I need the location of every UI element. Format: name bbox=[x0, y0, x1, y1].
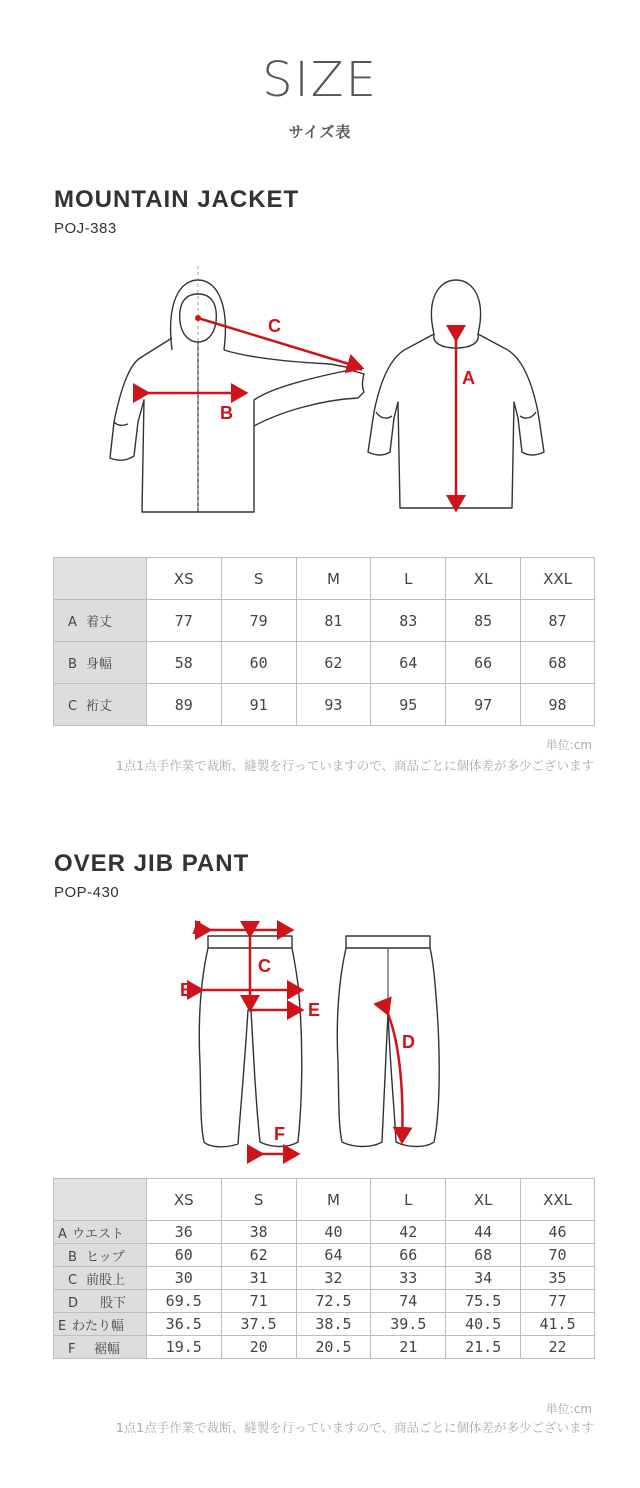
row-label: C 前股上 bbox=[54, 1267, 147, 1290]
table-cell: 44 bbox=[446, 1221, 521, 1244]
table-row bbox=[54, 1267, 595, 1290]
table-cell: 20 bbox=[221, 1336, 296, 1359]
row-label: A ウエスト bbox=[54, 1221, 147, 1244]
table-cell: 21 bbox=[371, 1336, 446, 1359]
table-cell: 68 bbox=[446, 1244, 521, 1267]
pant-title: OVER JIB PANT bbox=[54, 850, 250, 877]
size-header: XXL bbox=[521, 1179, 595, 1221]
table-cell: 93 bbox=[296, 684, 371, 726]
jacket-code: POJ-383 bbox=[54, 220, 117, 237]
table-cell: 20.5 bbox=[296, 1336, 371, 1359]
table-header-row bbox=[54, 558, 595, 600]
table-cell: 22 bbox=[521, 1336, 595, 1359]
table-cell: 38.5 bbox=[296, 1313, 371, 1336]
pant-code: POP-430 bbox=[54, 884, 120, 901]
size-header: M bbox=[296, 1179, 371, 1221]
table-cell: 64 bbox=[296, 1244, 371, 1267]
pant-disclaimer: 1点1点手作業で裁断、縫製を行っていますので、商品ごとに個体差が多少ございます bbox=[115, 1420, 594, 1435]
table-cell: 58 bbox=[146, 642, 221, 684]
jacket-unit-note: 単位:cm bbox=[545, 738, 592, 752]
size-header: L bbox=[371, 558, 446, 600]
table-cell: 89 bbox=[146, 684, 221, 726]
table-cell: 91 bbox=[221, 684, 296, 726]
row-label: A 着丈 bbox=[54, 600, 147, 642]
table-cell: 36 bbox=[146, 1221, 221, 1244]
table-cell: 72.5 bbox=[296, 1290, 371, 1313]
row-label: C 裄丈 bbox=[54, 684, 147, 726]
table-cell: 21.5 bbox=[446, 1336, 521, 1359]
pant-label-e: E bbox=[308, 1000, 321, 1020]
table-cell: 85 bbox=[446, 600, 521, 642]
table-row bbox=[54, 642, 595, 684]
table-cell: 97 bbox=[446, 684, 521, 726]
row-label: E わたり幅 bbox=[54, 1313, 147, 1336]
size-header: S bbox=[221, 1179, 296, 1221]
table-cell: 62 bbox=[296, 642, 371, 684]
table-cell: 37.5 bbox=[221, 1313, 296, 1336]
pant-size-table bbox=[53, 1178, 595, 1359]
table-cell: 69.5 bbox=[146, 1290, 221, 1313]
table-cell: 31 bbox=[221, 1267, 296, 1290]
jacket-title: MOUNTAIN JACKET bbox=[54, 186, 300, 213]
size-header: XL bbox=[446, 558, 521, 600]
jacket-illustration bbox=[100, 262, 560, 524]
size-header: S bbox=[221, 558, 296, 600]
pant-label-d: D bbox=[402, 1032, 415, 1052]
table-cell: 70 bbox=[521, 1244, 595, 1267]
table-cell: 87 bbox=[521, 600, 595, 642]
table-cell: 75.5 bbox=[446, 1290, 521, 1313]
table-row bbox=[54, 1313, 595, 1336]
pant-label-c: C bbox=[258, 956, 271, 976]
table-cell: 60 bbox=[221, 642, 296, 684]
table-cell: 64 bbox=[371, 642, 446, 684]
table-cell: 35 bbox=[521, 1267, 595, 1290]
pant-label-a: A bbox=[192, 918, 205, 938]
size-header: XL bbox=[446, 1179, 521, 1221]
pant-label-f: F bbox=[274, 1124, 285, 1144]
table-cell: 33 bbox=[371, 1267, 446, 1290]
table-row bbox=[54, 1336, 595, 1359]
table-corner-cell bbox=[54, 558, 147, 600]
table-row bbox=[54, 600, 595, 642]
table-cell: 74 bbox=[371, 1290, 446, 1313]
jacket-size-table bbox=[53, 557, 595, 726]
size-header: XXL bbox=[521, 558, 595, 600]
table-cell: 38 bbox=[221, 1221, 296, 1244]
pant-unit-note: 単位:cm bbox=[545, 1402, 592, 1416]
table-cell: 71 bbox=[221, 1290, 296, 1313]
table-cell: 39.5 bbox=[371, 1313, 446, 1336]
table-cell: 32 bbox=[296, 1267, 371, 1290]
row-label: D 股下 bbox=[54, 1290, 147, 1313]
size-header: L bbox=[371, 1179, 446, 1221]
table-cell: 19.5 bbox=[146, 1336, 221, 1359]
row-label: F 裾幅 bbox=[54, 1336, 147, 1359]
page-subtitle: サイズ表 bbox=[288, 123, 352, 141]
table-cell: 34 bbox=[446, 1267, 521, 1290]
table-cell: 77 bbox=[521, 1290, 595, 1313]
row-label: B 身幅 bbox=[54, 642, 147, 684]
table-cell: 79 bbox=[221, 600, 296, 642]
jacket-label-b: B bbox=[220, 403, 233, 423]
pant-label-b: B bbox=[180, 980, 193, 1000]
table-cell: 30 bbox=[146, 1267, 221, 1290]
table-cell: 41.5 bbox=[521, 1313, 595, 1336]
jacket-label-c: C bbox=[268, 316, 281, 336]
page-title: SIZE bbox=[262, 52, 378, 108]
size-header: XS bbox=[146, 1179, 221, 1221]
table-cell: 68 bbox=[521, 642, 595, 684]
table-cell: 66 bbox=[446, 642, 521, 684]
table-cell: 66 bbox=[371, 1244, 446, 1267]
jacket-label-a: A bbox=[462, 368, 475, 388]
table-corner-cell bbox=[54, 1179, 147, 1221]
jacket-front-outline bbox=[110, 280, 364, 512]
table-cell: 95 bbox=[371, 684, 446, 726]
table-cell: 46 bbox=[521, 1221, 595, 1244]
table-cell: 42 bbox=[371, 1221, 446, 1244]
table-row bbox=[54, 684, 595, 726]
table-row bbox=[54, 1244, 595, 1267]
pant-back-outline bbox=[337, 936, 439, 1147]
table-cell: 81 bbox=[296, 600, 371, 642]
table-cell: 40.5 bbox=[446, 1313, 521, 1336]
table-cell: 36.5 bbox=[146, 1313, 221, 1336]
table-header-row bbox=[54, 1179, 595, 1221]
table-row bbox=[54, 1221, 595, 1244]
size-header: M bbox=[296, 558, 371, 600]
pant-illustration bbox=[176, 914, 466, 1164]
row-label: B ヒップ bbox=[54, 1244, 147, 1267]
table-cell: 60 bbox=[146, 1244, 221, 1267]
table-cell: 40 bbox=[296, 1221, 371, 1244]
table-cell: 77 bbox=[146, 600, 221, 642]
jacket-disclaimer: 1点1点手作業で裁断、縫製を行っていますので、商品ごとに個体差が多少ございます bbox=[115, 758, 594, 773]
table-cell: 98 bbox=[521, 684, 595, 726]
table-row bbox=[54, 1290, 595, 1313]
size-header: XS bbox=[146, 558, 221, 600]
table-cell: 83 bbox=[371, 600, 446, 642]
table-cell: 62 bbox=[221, 1244, 296, 1267]
